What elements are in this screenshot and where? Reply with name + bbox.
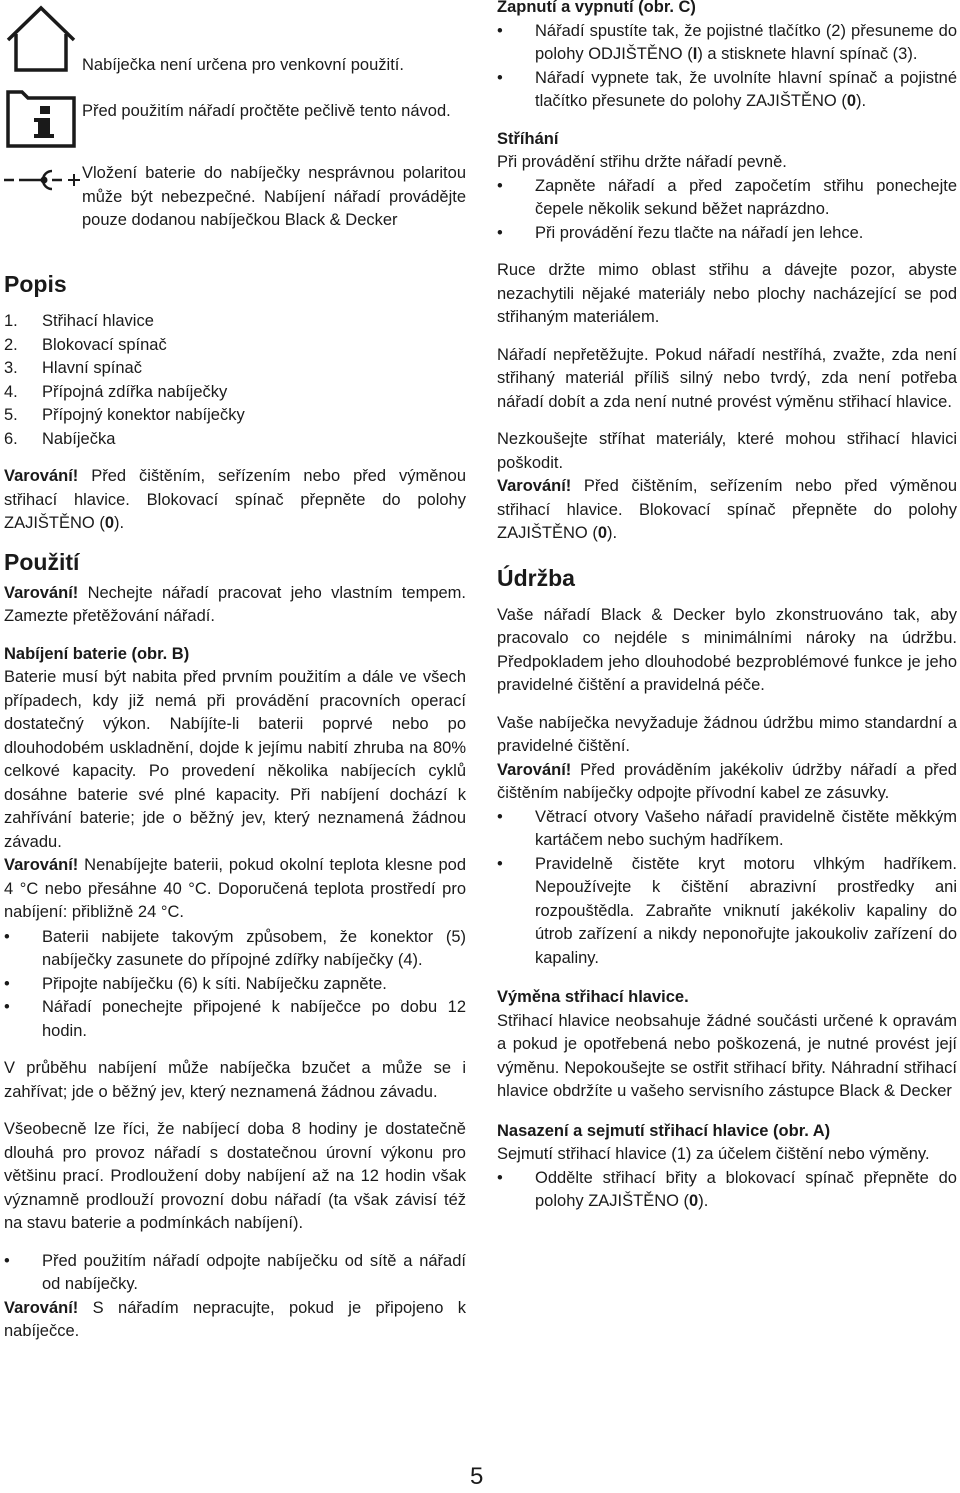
list-item: • Před použitím nářadí odpojte nabíječku od sítě a nářadí od nabíječky. xyxy=(4,1250,466,1297)
polarity-icon xyxy=(4,168,82,200)
maintenance-heading: Údržba xyxy=(497,564,575,591)
list-item: • Oddělte střihací břity a blokovací spínač přepněte do polohy ZAJIŠTĚNO (0). xyxy=(497,1167,957,1214)
cutting-intro: Při provádění střihu držte nářadí pevně. xyxy=(497,153,787,171)
pouziti-heading: Použití xyxy=(4,548,80,575)
list-item: • Baterii nabijete takovým způsobem, že konektor (5) nabíječky zasunete do přípojné zdířky nabíječky (4). xyxy=(4,926,466,973)
charging-time-paragraph: Všeobecně lze říci, že nabíjecí doba 8 hodiny je dostatečně dlouhá pro provoz nářadí s dostatečnou úrovní výkonu pro většinu prací. Prodloužení doby nabíjení až na 12 hodin však významně prodlouží provozní dobu nářadí (ta však závisí též na stavu baterie a podmínkách nabíjení). xyxy=(4,1120,466,1232)
charger-maintenance: Vaše nabíječka nevyžaduje žádnou údržbu mimo standardní a pravidelné čištění. xyxy=(497,713,957,755)
warning-maintenance: Varování! Před prováděním jakékoliv údržby nářadí a před čištěním nabíječky odpojte přívodní kabel ze zásuvky. xyxy=(497,760,957,802)
charging-text: Baterie musí být nabita před prvním použitím a dále ve všech případech, kdy již nemá při provádění pracovních operací dostatečný výkon. Nabíjíte-li baterii poprvé nebo po dlouhodobém uskladnění, dojde k jejímu nabití zhruba na 80% celkové kapacity. Po provedení několika nabíjecích cyklů dosáhne baterie své plné kapacity. Při nabíjení dochází k zahřívání baterie; jde o běžný jev, který neznamená žádnou závadu. xyxy=(4,668,466,851)
maintenance-steps xyxy=(497,806,957,971)
list-item: • Nářadí ponechejte připojené k nabíječce po dobu 12 hodin. xyxy=(4,996,466,1043)
list-item: 2. Blokovací spínač xyxy=(4,335,167,354)
house-icon xyxy=(4,4,78,82)
mount-steps xyxy=(497,1167,957,1214)
right-column xyxy=(497,0,957,1214)
cutting-steps xyxy=(497,175,957,246)
list-item: 5. Přípojný konektor nabíječky xyxy=(4,406,245,424)
onoff-steps xyxy=(497,20,957,114)
overload-paragraph: Nářadí nepřetěžujte. Pokud nářadí nestříhá, zvažte, zda není střihaný materiál příliš silný nebo tvrdý, zda není potřeba nářadí dobít a zda není nutné provést výměnu střihací hlavice. xyxy=(497,345,957,411)
info-manual-icon xyxy=(4,88,78,158)
maintenance-text: Vaše nářadí Black & Decker bylo zkonstruováno tak, aby pracovalo co nejdéle s minimálními nároky na údržbu. Předpokladem jeho dlouhodobé bezproblémové funkce je jeho pravidelné čištění a pravidelná péče. xyxy=(497,605,957,694)
replace-heading: Výměna střihací hlavice. xyxy=(497,988,689,1006)
unplug-steps xyxy=(4,1250,466,1297)
outdoor-warning-note xyxy=(4,4,466,80)
cutting-heading: Stříhání xyxy=(497,129,559,148)
polarity-note xyxy=(4,162,466,272)
materials-paragraph: Nezkoušejte stříhat materiály, které mohou střihací hlavici poškodit. xyxy=(497,430,957,472)
warning-tempo: Varování! Nechejte nářadí pracovat jeho vlastním tempem. Zamezte přetěžování nářadí. xyxy=(4,583,466,625)
list-item: • Nářadí vypnete tak, že uvolníte hlavní spínač a pojistné tlačítko přesunete do polohy ZAJIŠTĚNO (0). xyxy=(497,67,957,114)
page-number: 5 xyxy=(470,1463,484,1490)
mount-text: Sejmutí střihací hlavice (1) za účelem čištění nebo výměny. xyxy=(497,1145,930,1163)
replace-text: Střihací hlavice neobsahuje žádné součásti určené k opravám a pokud je opotřebená nebo poškozená, je nutné provést její výměnu. Nepokoušejte se ostřit střihací břity. Náhradní střihací hlavice obdržíte u vašeho servisního zástupce Black & Decker xyxy=(497,1011,957,1100)
warning-temperature: Varování! Nenabíjejte baterii, pokud okolní teplota klesne pod 4 °C nebo přesáhne 40 °C. Doporučená teplota prostředí pro nabíjení: přibližně 24 °C. xyxy=(4,856,466,921)
warning-cleaning-right: Varování! Před čištěním, seřízením nebo před výměnou střihací hlavice. Blokovací spínač přepněte do polohy ZAJIŠTĚNO (0). xyxy=(497,477,957,542)
note-text: Před použitím nářadí pročtěte pečlivě tento návod. xyxy=(82,102,451,120)
charging-heading: Nabíjení baterie (obr. B) xyxy=(4,644,190,663)
list-item: 1. Střihací hlavice xyxy=(4,312,154,330)
list-item: 3. Hlavní spínač xyxy=(4,359,142,377)
mount-heading: Nasazení a sejmutí střihací hlavice (obr. A) xyxy=(497,1121,831,1140)
charging-steps xyxy=(4,926,466,1044)
list-item: 6. Nabíječka xyxy=(4,429,116,448)
onoff-heading: Zapnutí a vypnutí (obr. C) xyxy=(497,0,696,16)
warning-cleaning: Varování! Před čištěním, seřízením nebo před výměnou střihací hlavice. Blokovací spínač přepněte do polohy ZAJIŠTĚNO (0). xyxy=(4,467,466,532)
hum-paragraph: V průběhu nabíjení může nabíječka bzučet a může se i zahřívat; jde o běžný jev, který neznamená žádnou závadu. xyxy=(4,1059,466,1101)
hands-paragraph: Ruce držte mimo oblast střihu a dávejte pozor, abyste nezachytili nějaké materiály nebo plochy nacházející se pod střihaným materiálem. xyxy=(497,261,957,326)
list-item: • Zapněte nářadí a před započetím střihu ponechejte čepele několik sekund běžet naprázdno. xyxy=(497,175,957,222)
popis-heading: Popis xyxy=(4,271,67,297)
note-text: Vložení baterie do nabíječky nesprávnou polaritou může být nebezpečné. Nabíjení nářadí provádějte pouze dodanou nabíječkou Black & Decker xyxy=(82,164,466,229)
list-item: 4. Přípojná zdířka nabíječky xyxy=(4,382,228,401)
list-item: • Při provádění řezu tlačte na nářadí jen lehce. xyxy=(497,222,957,246)
list-item: • Připojte nabíječku (6) k síti. Nabíječku zapněte. xyxy=(4,973,466,997)
list-item: • Větrací otvory Vašeho nářadí pravidelně čistěte měkkým kartáčem nebo suchým hadříkem. xyxy=(497,806,957,853)
list-item: • Nářadí spustíte tak, že pojistné tlačítko (2) přesuneme do polohy ODJIŠTĚNO (I) a stisknete hlavní spínač (3). xyxy=(497,20,957,67)
note-text: Nabíječka není určena pro venkovní použití. xyxy=(82,56,404,74)
read-manual-note xyxy=(4,88,466,156)
warning-connected: Varování! S nářadím nepracujte, pokud je připojeno k nabíječce. xyxy=(4,1298,466,1340)
list-item: • Pravidelně čistěte kryt motoru vlhkým hadříkem. Nepoužívejte k čištění abrazivní prostředky ani rozpouštědla. Zabraňte vniknutí jakékoliv kapaliny do útrob zařízení a nikdy neponořujte jakoukoliv zařízení do kapaliny. xyxy=(497,853,957,971)
parts-list xyxy=(4,310,466,451)
left-column xyxy=(4,0,466,1344)
